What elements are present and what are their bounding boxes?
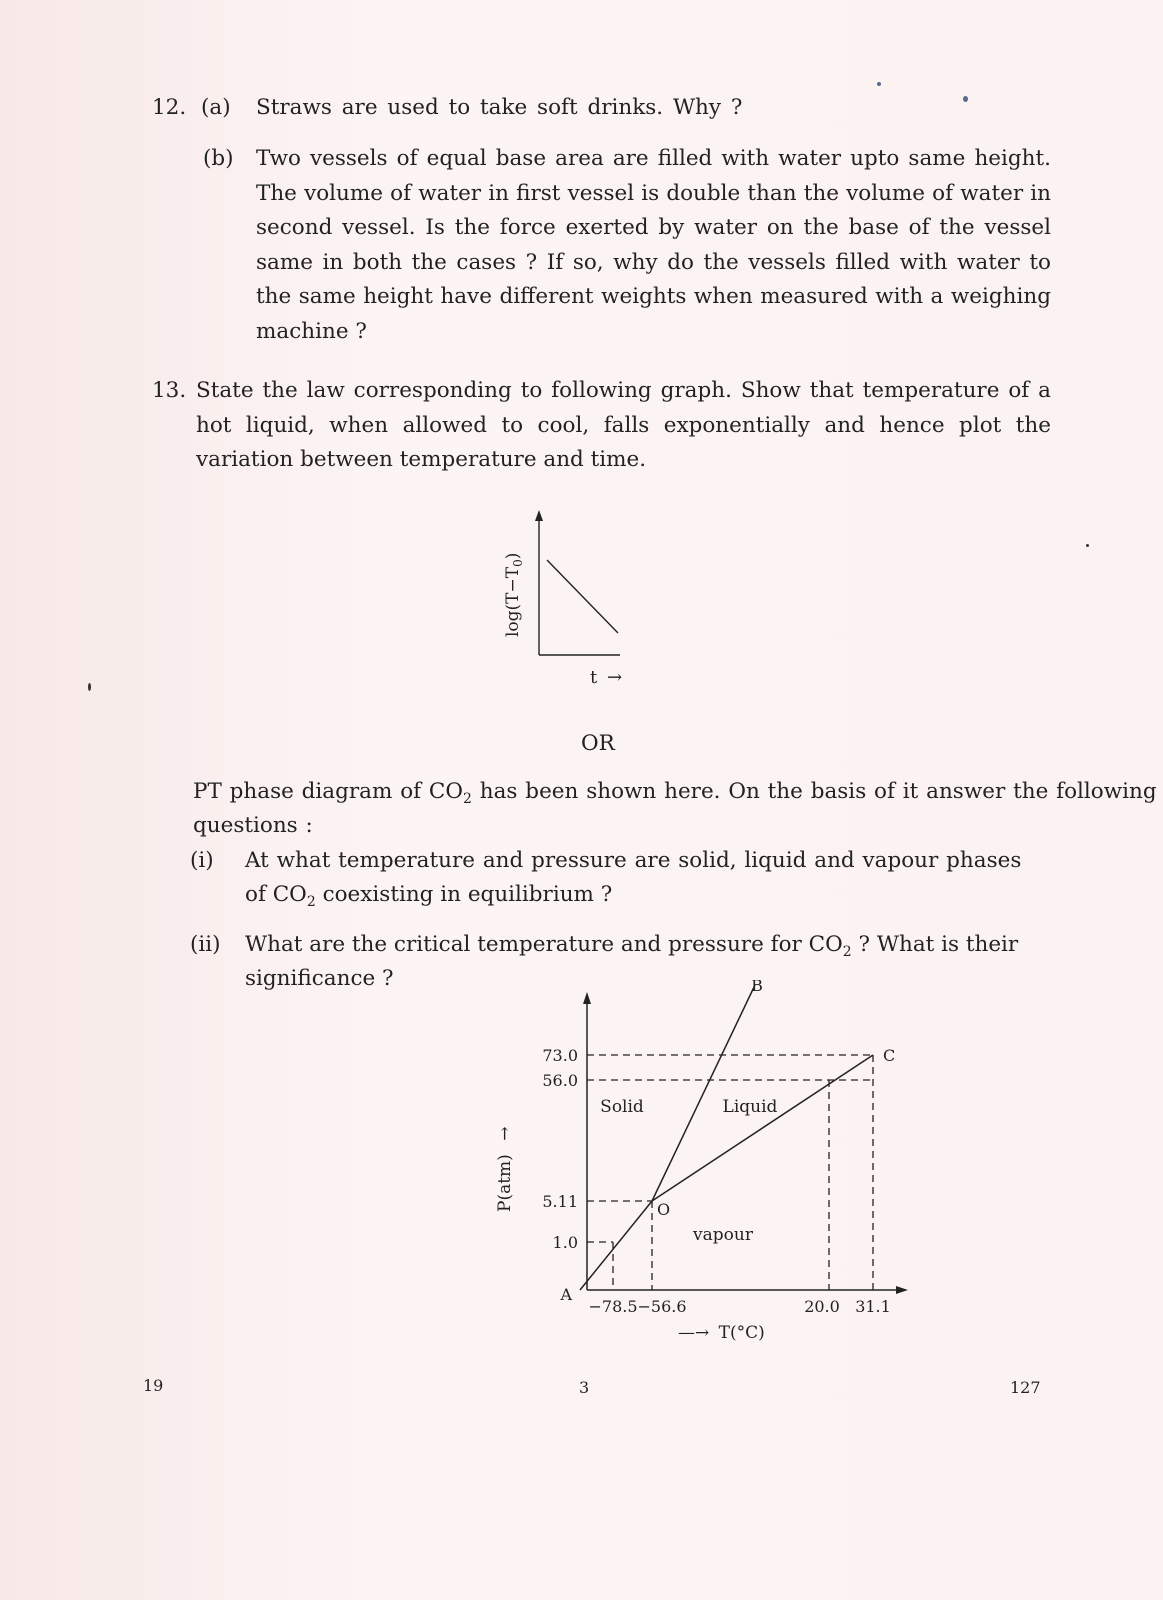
pt-xtick-m566: −56.6 [637,1297,687,1316]
q13-i-line1: At what temperature and pressure are solid, liquid and vapour phases [245,848,1022,873]
graph1-y-label-main: log(T−T [503,566,523,637]
scan-speck [877,82,881,86]
pt-y-arrow [583,992,591,1004]
graph1-y-label [503,553,525,637]
q13-ii-line1 [245,928,1018,962]
cooling-law-graph [480,505,640,690]
q13-ii-line1-after: ? What is their [851,932,1019,957]
pt-x-label-text: T(°C) [718,1323,765,1343]
graph1-x-label [590,667,622,688]
pt-point-b: B [751,980,763,995]
q13-i-line2-after: coexisting in equilibrium ? [315,882,613,907]
pt-region-liquid: Liquid [722,1097,778,1117]
pt-curve-ob [652,985,755,1201]
q13-text: State the law corresponding to following graph. Show that temperature of a hot liquid, when allowed to cool, falls exponentially and hence plot the variation between temperature and time. [196,378,1051,472]
pt-point-o: O [657,1200,671,1219]
pt-x-label-arrow: —→ [678,1323,710,1343]
scan-speck [1086,544,1089,547]
graph1-y-label-sub: 0 [511,559,525,567]
pt-xtick-311: 31.1 [855,1297,891,1316]
footer-right: 127 [1010,1378,1041,1397]
pt-point-c: C [883,1046,896,1065]
or-separator: OR [581,731,615,756]
pt-xtick-m785: −78.5 [588,1297,638,1316]
scan-speck [88,683,91,691]
pt-y-label-arrow: → [495,1126,515,1141]
pt-intro-line1 [193,775,1163,843]
footer-left: 19 [143,1376,164,1395]
graph1-y-arrow [535,510,543,521]
q13-i-line2-before: of CO [245,882,307,907]
pt-point-a: A [560,1285,572,1304]
graph1-x-arrow: → [606,667,623,688]
scan-speck [963,96,968,102]
q13-ii-line1-before: What are the critical temperature and pressure for CO [245,932,843,957]
q13-ii-line1-sub: 2 [842,944,852,960]
co2-phase-diagram [480,980,940,1345]
q13-i-line2 [245,878,612,912]
q13-i-line2-sub: 2 [306,894,316,910]
q13-ii-line2: significance ? [245,966,394,991]
q12-b-text: Two vessels of equal base area are filled with water upto same height. The volume of water in first vessel is double than the volume of water in second vessel. Is the force exerted by water on the base of the vessel same in both the cases ? If so, why do the vessels filled with water to the same height have different weights when measured with a weighing machine ? [256,146,1051,344]
q13-i-label: (i) [190,848,214,873]
graph1-y-label-close: ) [503,552,523,560]
q12-b-label: (b) [203,146,234,171]
q13-number: 13. [152,378,187,403]
pt-ytick-56: 56.0 [542,1071,578,1090]
pt-y-label [495,1127,515,1212]
q13-ii-label: (ii) [190,932,221,957]
pt-x-arrow [896,1286,908,1294]
pt-x-label [678,1323,765,1343]
pt-curve-oc [652,1055,873,1201]
pt-region-solid: Solid [600,1097,644,1117]
pt-y-label-text: P(atm) [495,1154,515,1212]
pt-region-vapour: vapour [693,1225,753,1245]
pt-xtick-20: 20.0 [804,1297,840,1316]
pt-ytick-511: 5.11 [542,1192,578,1211]
graph1-x-label-text: t [590,667,598,688]
q12-a-text: Straws are used to take soft drinks. Why ? [256,95,743,120]
graph1-data-line [547,560,618,633]
footer-page-number: 3 [579,1378,590,1397]
pt-curve-ao [580,1201,652,1290]
pt-intro-after: has been shown here. On the basis of it answer the following questions : [193,779,1157,838]
q12-number: 12. [152,95,187,120]
pt-intro-before: PT phase diagram of CO [193,779,464,804]
pt-ytick-1: 1.0 [552,1233,578,1252]
pt-ytick-73: 73.0 [542,1046,578,1065]
q12-a-label: (a) [201,95,231,120]
pt-intro-sub: 2 [463,791,472,807]
